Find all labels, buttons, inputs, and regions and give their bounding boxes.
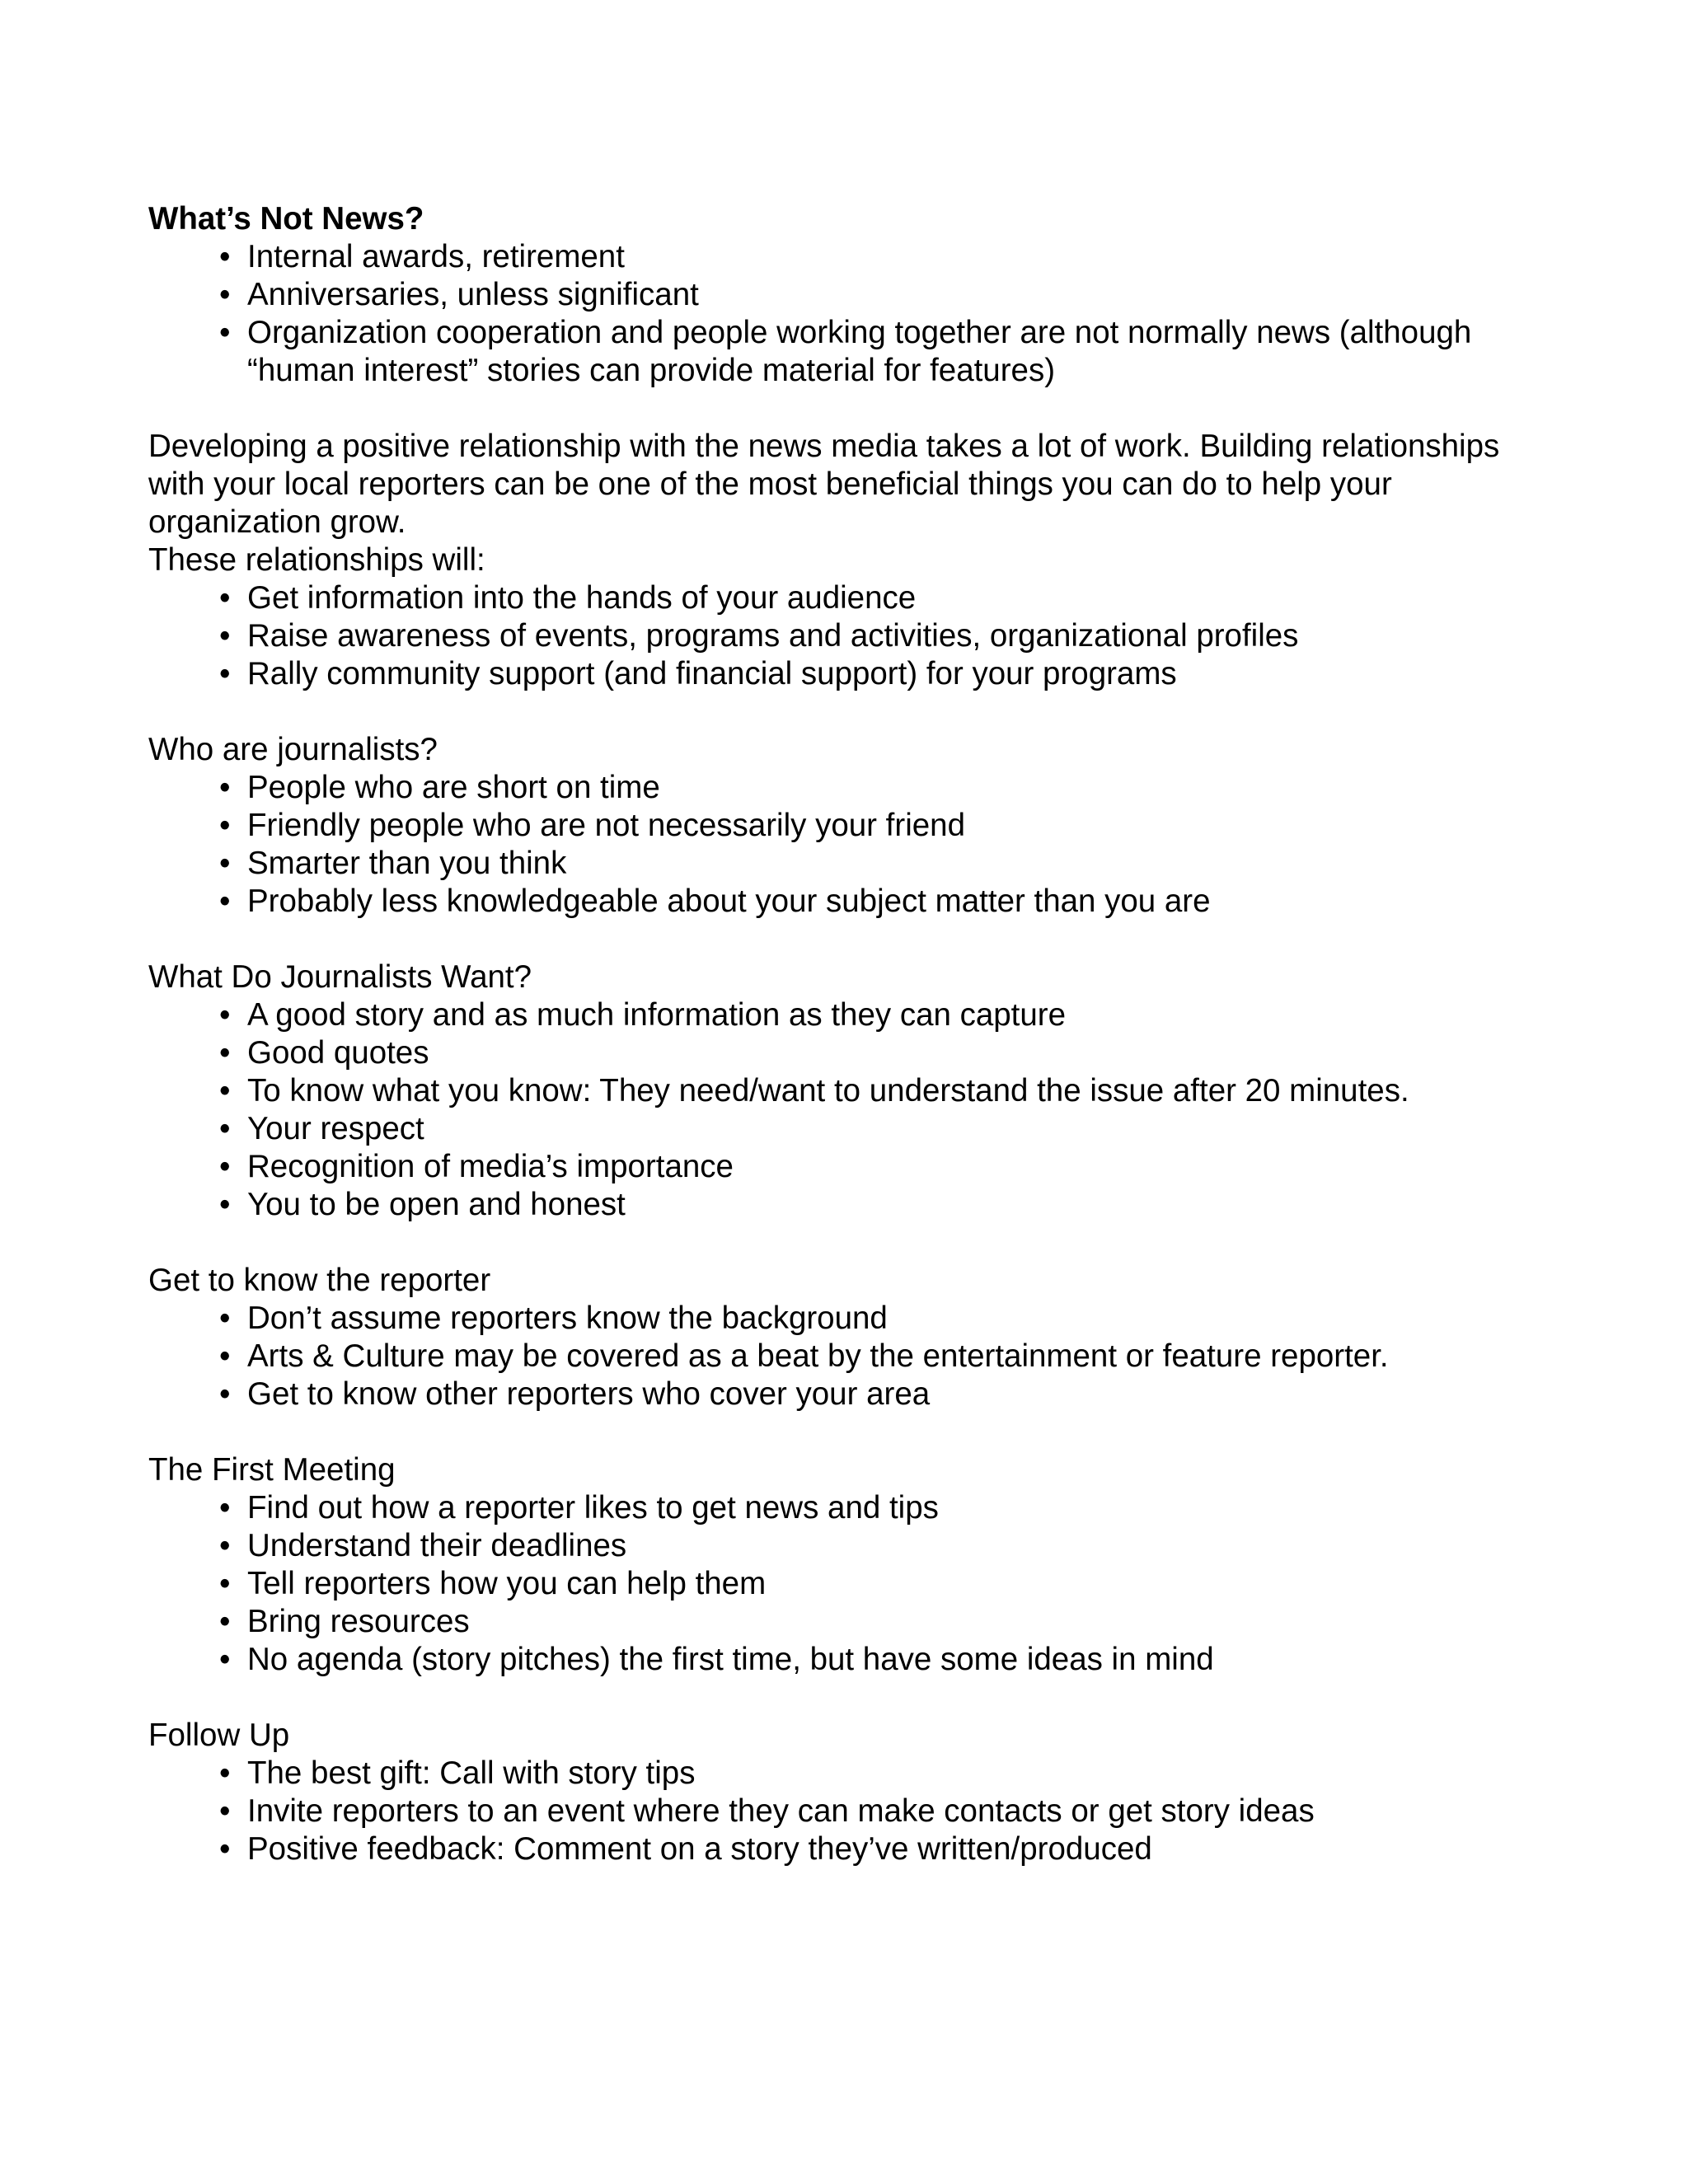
not-news-list	[148, 238, 1550, 390]
list-item: • Positive feedback: Comment on a story they’ve written/produced	[219, 1831, 1152, 1867]
spacer	[148, 693, 1550, 731]
list-item: • You to be open and honest	[219, 1187, 626, 1222]
section-heading-not-news: What’s Not News?	[148, 201, 424, 237]
list-item: • Internal awards, retirement	[219, 239, 625, 274]
list-item: • People who are short on time	[219, 770, 660, 805]
section-heading-first-meeting: The First Meeting	[148, 1452, 396, 1488]
list-item: • Invite reporters to an event where they can make contacts or get story ideas	[219, 1793, 1315, 1829]
relationships-list	[148, 579, 1550, 693]
spacer	[148, 921, 1550, 958]
list-item: • Smarter than you think	[219, 846, 567, 881]
spacer	[148, 390, 1550, 428]
section-heading-know-reporter: Get to know the reporter	[148, 1263, 491, 1298]
list-item: • Bring resources	[219, 1604, 470, 1639]
section-heading-follow-up: Follow Up	[148, 1718, 290, 1753]
journalists-want-list	[148, 996, 1550, 1224]
list-item: • Friendly people who are not necessarily your friend	[219, 808, 965, 843]
list-item: • To know what you know: They need/want to understand the issue after 20 minutes.	[219, 1073, 1409, 1108]
list-item: • A good story and as much information as they can capture	[219, 997, 1067, 1033]
list-item: • Arts & Culture may be covered as a beat by the entertainment or feature reporter.	[219, 1338, 1389, 1374]
who-journalists-list	[148, 769, 1550, 921]
list-item: • Probably less knowledgeable about your subject matter than you are	[219, 883, 1211, 919]
list-item: • Good quotes	[219, 1035, 429, 1071]
list-item: • Don’t assume reporters know the background	[219, 1301, 888, 1336]
list-item: • Get to know other reporters who cover your area	[219, 1376, 931, 1412]
list-item: • Find out how a reporter likes to get news and tips	[219, 1490, 939, 1526]
list-item: • Get information into the hands of your audience	[219, 580, 917, 616]
spacer	[148, 1679, 1550, 1717]
section-heading-journalists-want: What Do Journalists Want?	[148, 959, 532, 995]
list-item: • Tell reporters how you can help them	[219, 1566, 767, 1601]
section-heading-relationships: These relationships will:	[148, 542, 485, 578]
list-item: • Raise awareness of events, programs and activities, organizational profiles	[219, 618, 1299, 654]
know-reporter-list	[148, 1300, 1550, 1413]
list-item: • Understand their deadlines	[219, 1528, 627, 1563]
list-item: • No agenda (story pitches) the first time, but have some ideas in mind	[219, 1642, 1214, 1677]
spacer	[148, 1413, 1550, 1451]
first-meeting-list	[148, 1489, 1550, 1679]
section-heading-who-journalists: Who are journalists?	[148, 732, 438, 767]
list-item: • The best gift: Call with story tips	[219, 1755, 696, 1791]
list-item: • Your respect	[219, 1111, 424, 1146]
spacer	[148, 1224, 1550, 1262]
document-page	[148, 200, 1550, 1868]
intro-paragraph: Developing a positive relationship with the news media takes a lot of work. Building relationships with your local reporters can be one of the most beneficial things you can do to help your organization grow.	[148, 429, 1500, 540]
list-item: • Recognition of media’s importance	[219, 1149, 734, 1184]
list-item: • Rally community support (and financial support) for your programs	[219, 656, 1177, 691]
list-item: • Anniversaries, unless significant	[219, 277, 699, 312]
list-item: • Organization cooperation and people working together are not normally news (although “human interest” stories can provide material for features)	[219, 315, 1472, 388]
follow-up-list	[148, 1755, 1550, 1868]
